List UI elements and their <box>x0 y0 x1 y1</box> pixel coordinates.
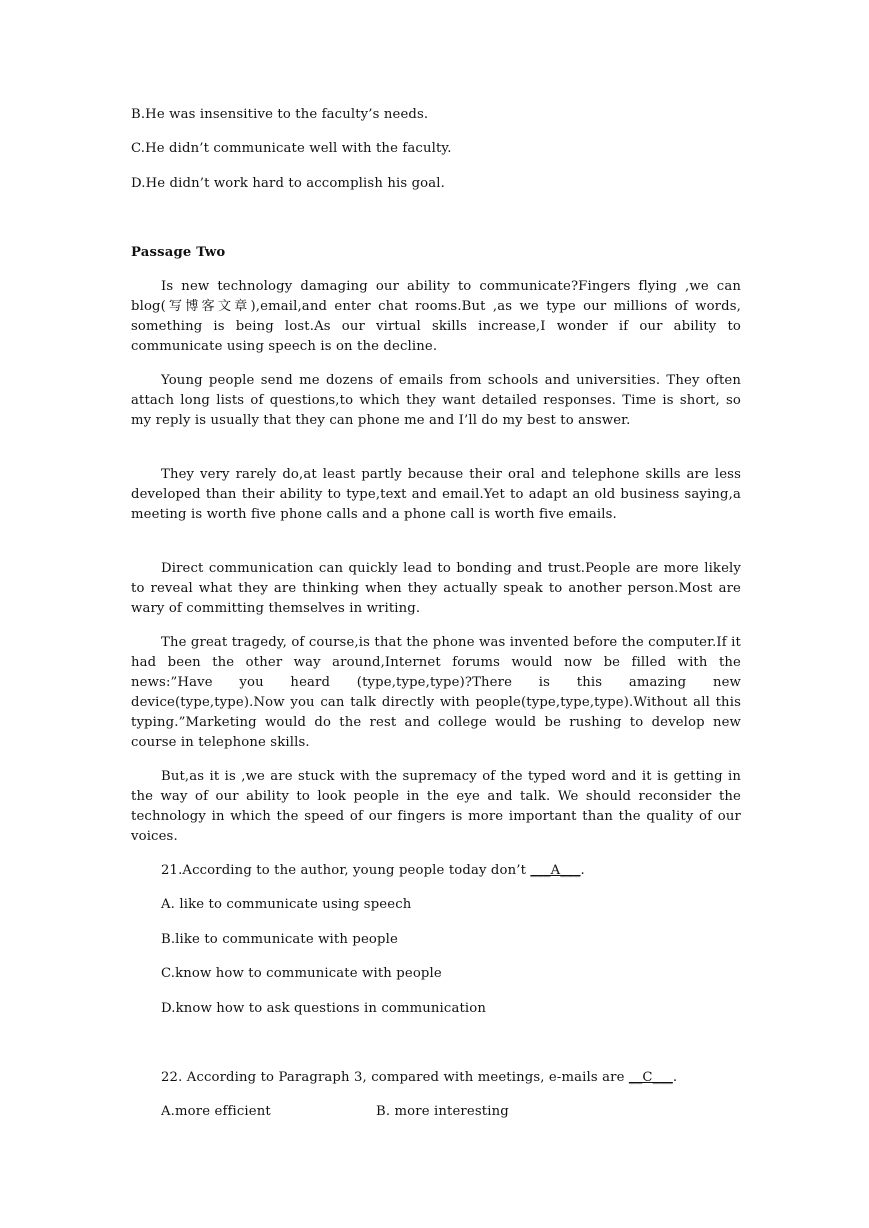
question-22-answer-blank: __C___ <box>628 1070 673 1085</box>
prev-option-d: D.He didn’t work hard to accomplish his goal. <box>131 176 445 191</box>
question-22-option-row <box>161 1102 271 1122</box>
question-22-prefix: 22. According to Paragraph 3, compared with meetings, e-mails are <box>161 1070 629 1085</box>
passage-paragraph-4: Direct communication can quickly lead to bonding and trust.People are more likely to reveal what they are thinking when they actually speak to another person.Most are wary of committing themselves in writing. <box>131 561 741 616</box>
question-21-suffix: . <box>580 863 585 878</box>
question-22-option-b: B. more interesting <box>376 1104 509 1119</box>
question-21-option-d: D.know how to ask questions in communication <box>161 1001 487 1016</box>
passage-heading: Passage Two <box>131 245 226 260</box>
prev-option-c: C.He didn’t communicate well with the faculty. <box>131 141 452 156</box>
question-21-prefix: 21.According to the author, young people today don’t <box>161 863 531 878</box>
passage-paragraph-3: They very rarely do,at least partly because their oral and telephone skills are less developed than their ability to type,text and email.Yet to adapt an old business saying,a meeting is worth five phone calls and a phone call is worth five emails. <box>131 467 741 522</box>
question-22-stem <box>161 1068 677 1088</box>
question-22-suffix: . <box>672 1070 678 1085</box>
passage-paragraph-6: But,as it is ,we are stuck with the supremacy of the typed word and it is getting in the way of our ability to look people in the eye and talk. We should reconsider the technology in which the speed of our fingers is more important than the quality of our voices. <box>131 769 741 844</box>
question-21-option-b: B.like to communicate with people <box>161 932 398 947</box>
question-21-option-a: A. like to communicate using speech <box>161 897 412 912</box>
question-21-stem <box>161 861 585 881</box>
passage-paragraph-5: The great tragedy, of course,is that the phone was invented before the computer.If it had been the other way around,Internet forums would now be filled with the news:”Have you heard (type,type,type)?There is this amazing new device(type,type).Now you can talk directly with people(type,type,type).Without all this typing.”Marketing would do the rest and college would be rushing to develop new course in telephone skills. <box>131 635 741 750</box>
question-21-option-c: C.know how to communicate with people <box>161 966 442 981</box>
prev-option-b: B.He was insensitive to the faculty’s needs. <box>131 107 429 122</box>
question-22-option-a: A.more efficient <box>161 1104 271 1119</box>
passage-paragraph-1: Is new technology damaging our ability to communicate?Fingers flying ,we can blog(写博客文章),email,and enter chat rooms.But ,as we type our millions of words, something is being lost.As our virtual skills increase,I wonder if our ability to communicate using speech is on the decline. <box>131 279 741 354</box>
question-21-answer-blank: ___A___ <box>530 863 581 878</box>
passage-paragraph-2: Young people send me dozens of emails from schools and universities. They often attach long lists of questions,to which they want detailed responses. Time is short, so my reply is usually that they can phone me and I’ll do my best to answer. <box>131 373 741 428</box>
